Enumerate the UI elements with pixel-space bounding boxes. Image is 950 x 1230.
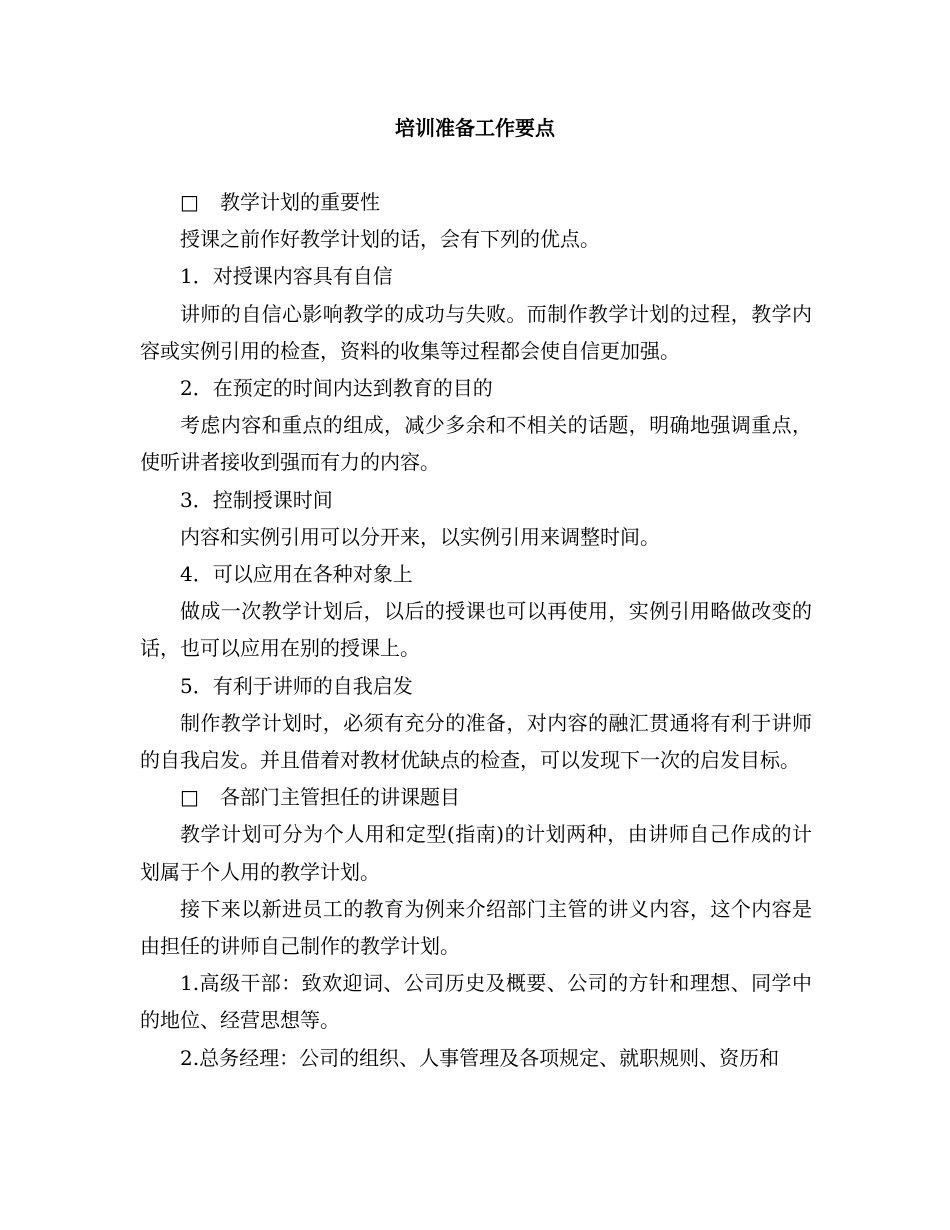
checkbox-icon: □: [180, 190, 199, 214]
paragraph: 讲师的自信心影响教学的成功与失败。而制作教学计划的过程，教学内容或实例引用的检查，资料的收集等过程都会使自信更加强。: [140, 301, 812, 363]
section-heading-text: 各部门主管担任的讲课题目: [220, 785, 460, 810]
section-heading: [140, 779, 812, 816]
document-body: [140, 184, 812, 1077]
list-item: 3．控制授课时间: [180, 487, 333, 512]
list-item: 2．在预定的时间内达到教育的目的: [180, 376, 493, 401]
document-title: 培训准备工作要点: [395, 116, 555, 140]
paragraph: 制作教学计划时，必须有充分的准备，对内容的融汇贯通将有利于讲师的自我启发。并且借着对教材优缺点的检查，可以发现下一次的启发目标。: [140, 710, 812, 773]
list-item: 1．对授课内容具有自信: [180, 264, 393, 289]
section-heading: [140, 184, 812, 221]
list-item: 2.总务经理：公司的组织、人事管理及各项规定、就职规则、资历和: [180, 1045, 780, 1070]
paragraph: 内容和实例引用可以分开来，以实例引用来调整时间。: [180, 524, 660, 549]
paragraph: 授课之前作好教学计划的话，会有下列的优点。: [180, 227, 600, 252]
paragraph: 接下来以新进员工的教育为例来介绍部门主管的讲义内容，这个内容是由担任的讲师自己制作的教学计划。: [140, 896, 812, 959]
paragraph: 教学计划可分为个人用和定型(指南)的计划两种，由讲师自己作成的计划属于个人用的教学计划。: [140, 822, 812, 884]
paragraph: 考虑内容和重点的组成，减少多余和不相关的话题，明确地强调重点，使听讲者接收到强而有力的内容。: [140, 413, 812, 475]
list-item: 1.高级干部：致欢迎词、公司历史及概要、公司的方针和理想、同学中的地位、经营思想等。: [140, 971, 812, 1033]
section-heading-text: 教学计划的重要性: [220, 190, 380, 214]
list-item: 5．有利于讲师的自我启发: [180, 673, 413, 698]
checkbox-icon: □: [180, 785, 199, 810]
list-item: 4．可以应用在各种对象上: [180, 562, 413, 587]
paragraph: 做成一次教学计划后，以后的授课也可以再使用，实例引用略做改变的话，也可以应用在别的授课上。: [140, 599, 812, 661]
